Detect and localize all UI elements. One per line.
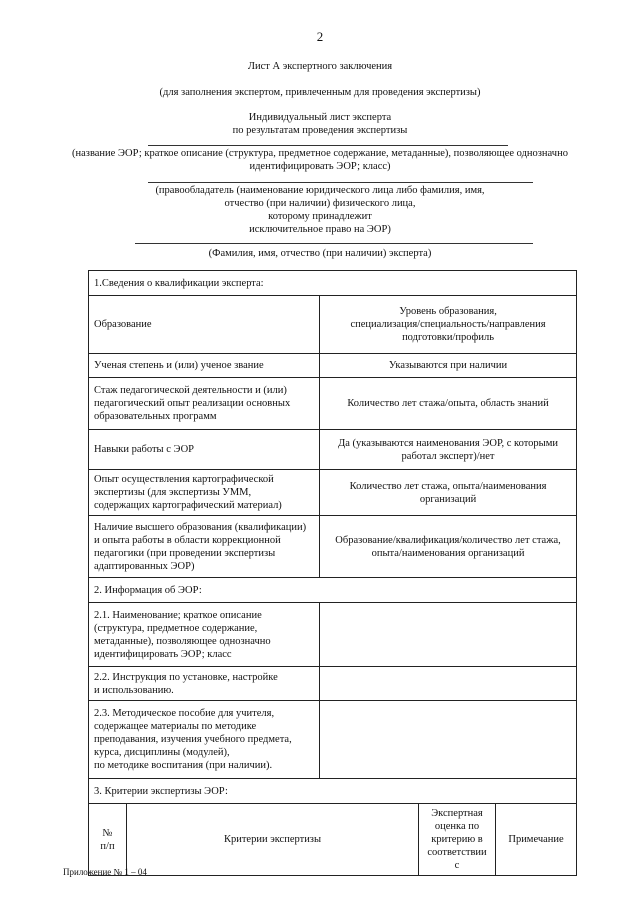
- qualification-value: [320, 430, 577, 470]
- by-results-subtitle: по результатам проведения экспертизы: [232, 125, 408, 136]
- qualification-value-text: Образование/квалификация/количество лет стажа, опыта/наименования организаций: [335, 534, 561, 559]
- info-label: [89, 603, 320, 667]
- eor-description-caption-2: идентифицировать ЭОР; класс): [249, 161, 391, 172]
- fill-note: (для заполнения экспертом, привлеченным для проведения экспертизы): [159, 87, 481, 98]
- criteria-num-header-text: № п/п: [100, 827, 115, 852]
- sheet-title: Лист А экспертного заключения: [247, 61, 393, 72]
- qualification-value: [320, 470, 577, 516]
- info-value-cell[interactable]: [320, 603, 577, 667]
- qualification-value: Количество лет стажа/опыта, область знаний: [320, 378, 577, 430]
- page-number: 2: [316, 29, 324, 44]
- table-row: [89, 296, 577, 354]
- expert-fio-caption: (Фамилия, имя, отчество (при наличии) эксперта): [208, 248, 432, 259]
- qualification-label: [89, 378, 320, 430]
- individual-sheet-title: Индивидуальный лист эксперта: [248, 112, 392, 123]
- info-value-cell[interactable]: [320, 667, 577, 701]
- table-row: [89, 430, 577, 470]
- qualification-label: [89, 516, 320, 578]
- holder-caption-4: исключительное право на ЭОР): [249, 224, 391, 235]
- info-label: [89, 701, 320, 779]
- holder-line: [148, 182, 533, 183]
- criteria-header-row: [89, 804, 577, 876]
- qualification-label-text: Опыт осуществления картографической экспертизы (для экспертизы УММ, содержащих картографический материал): [94, 474, 282, 511]
- qualification-label: Ученая степень и (или) ученое звание: [89, 354, 320, 378]
- info-label-text: 2.2. Инструкция по установке, настройке и использованию.: [94, 671, 278, 696]
- qualification-label-text: Наличие высшего образования (квалификации) и опыта работы в области коррекционной педагогики (при проведении экспертизы адаптированных ЭОР): [94, 521, 307, 572]
- expert-sheet-table: [88, 270, 577, 876]
- section-1-title: 1.Сведения о квалификации эксперта:: [89, 271, 577, 296]
- note-header: Примечание: [496, 804, 577, 876]
- table-row: [89, 701, 577, 779]
- table-row: [89, 354, 577, 378]
- score-header: [419, 804, 496, 876]
- info-label: [89, 667, 320, 701]
- qualification-label: Образование: [89, 296, 320, 354]
- qualification-value: [320, 516, 577, 578]
- info-label-text: 2.1. Наименование; краткое описание (структура, предметное содержание, метаданные), позволяющее однозначно идентифицировать ЭОР; класс: [94, 609, 271, 660]
- holder-caption-1: (правообладатель (наименование юридического лица либо фамилия, имя,: [155, 185, 485, 196]
- table-row: [89, 378, 577, 430]
- section-2-title: 2. Информация об ЭОР:: [89, 578, 577, 603]
- qualification-value-text: Да (указываются наименования ЭОР, с которыми работал эксперт)/нет: [338, 437, 558, 462]
- criteria-num-header: [89, 804, 127, 876]
- qualification-label: Навыки работы с ЭОР: [89, 430, 320, 470]
- score-header-text: Экспертная оценка по критерию в соответствии с: [427, 808, 487, 871]
- expert-name-line: [135, 243, 533, 244]
- qualification-value: [320, 296, 577, 354]
- section-2-row: [89, 578, 577, 603]
- qualification-value: Указываются при наличии: [320, 354, 577, 378]
- qualification-label-text: Стаж педагогической деятельности и (или) педагогический опыт реализации основных образовательных программ: [94, 385, 291, 422]
- info-label-text: 2.3. Методическое пособие для учителя, содержащее материалы по методике преподавания, изучения учебного предмета, курса, дисциплины (модулей), по методике воспитания (при наличии).: [94, 708, 292, 771]
- table-row: [89, 470, 577, 516]
- qualification-label: [89, 470, 320, 516]
- table-row: [89, 516, 577, 578]
- holder-caption-3: которому принадлежит: [268, 211, 372, 222]
- qualification-value-text: Уровень образования, специализация/специальность/направления подготовки/профиль: [350, 306, 546, 343]
- table-row: [89, 603, 577, 667]
- eor-name-line: [148, 145, 508, 146]
- criteria-header: Критерии экспертизы: [127, 804, 419, 876]
- table-row: [89, 667, 577, 701]
- section-3-title: 3. Критерии экспертизы ЭОР:: [89, 779, 577, 804]
- info-value-cell[interactable]: [320, 701, 577, 779]
- eor-description-caption-1: (название ЭОР; краткое описание (структура, предметное содержание, метаданные), позволяющее однозначно: [72, 148, 568, 159]
- holder-caption-2: отчество (при наличии) физического лица,: [224, 198, 416, 209]
- section-3-row: [89, 779, 577, 804]
- section-1-row: [89, 271, 577, 296]
- footer-note: Приложение № 1 – 04: [63, 867, 147, 877]
- qualification-value-text: Количество лет стажа, опыта/наименования организаций: [349, 480, 547, 505]
